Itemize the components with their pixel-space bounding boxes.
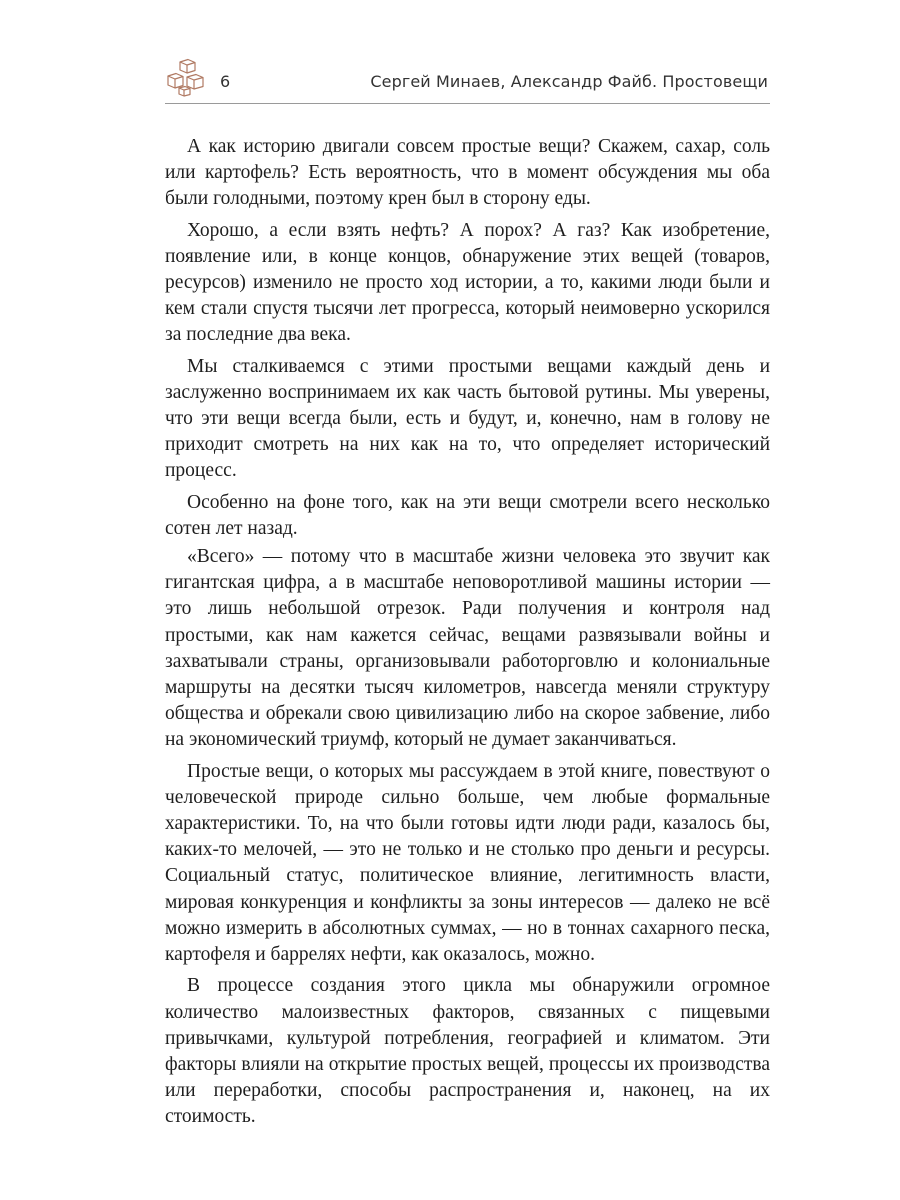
paragraph: «Всего» — потому что в масштабе жизни человека это звучит как гигантская цифра, а в масштабе неповоротливой машины истории — это лишь небольшой отрезок. Ради получения и контроля над простыми, как нам кажется сейчас, вещами развязывали войны и захватывали страны, организовывали работорговлю и колониальные маршруты на десятки тысяч километров, навсегда меняли структуру общества и обрекали свою цивилизацию либо на скорое забвение, либо на экономический триумф, который не думает заканчиваться. [165,546,770,751]
paragraph: Хорошо, а если взять нефть? А порох? А газ? Как изобретение, появление или, в конце концов, обнаружение этих вещей (товаров, ресурсов) изменило не просто ход истории, а то, какими люди были и кем стали спустя тысячи лет прогресса, который неимоверно ускорился за последние два века. [165,219,770,346]
header-divider [165,103,770,104]
paragraph: Простые вещи, о которых мы рассуждаем в этой книге, повествуют о человеческой природе сильно больше, чем любые формальные характеристики. То, на что были готовы идти люди ради, казалось бы, каких-то мелочей, — это не только и не столько про деньги и ресурсы. Социальный статус, политическое влияние, легитимность власти, мировая конкуренция и конфликты за зоны интересов — далеко не всё можно измерить в абсолютных суммах, — но в тоннах сахарного песка, картофеля и баррелях нефти, как оказалось, можно. [165,760,770,966]
body-text [165,134,770,1136]
paragraph: В процессе создания этого цикла мы обнаружили огромное количество малоизвестных факторов, связанных с пищевыми привычками, культурой потребления, географией и климатом. Эти факторы влияли на открытие простых вещей, процессы их производства или переработки, способы распространения и, наконец, на их стоимость. [165,975,770,1128]
page-header [165,58,770,104]
sugar-cubes-icon [165,58,209,98]
page-number: 6 [220,72,231,91]
paragraph: Особенно на фоне того, как на эти вещи смотрели всего несколько сотен лет назад. [165,491,770,539]
paragraph: А как историю двигали совсем простые вещи? Скажем, сахар, соль или картофель? Есть вероятность, что в момент обсуждения мы оба были голодными, поэтому крен был в сторону еды. [165,136,770,210]
running-title: Сергей Минаев, Александр Файб. Простовещи [370,72,768,91]
paragraph: Мы сталкиваемся с этими простыми вещами каждый день и заслуженно воспринимаем их как часть бытовой рутины. Мы уверены, что эти вещи всегда были, есть и будут, и, конечно, нам в голову не приходит смотреть на них как на то, что определяет исторический процесс. [165,355,770,482]
